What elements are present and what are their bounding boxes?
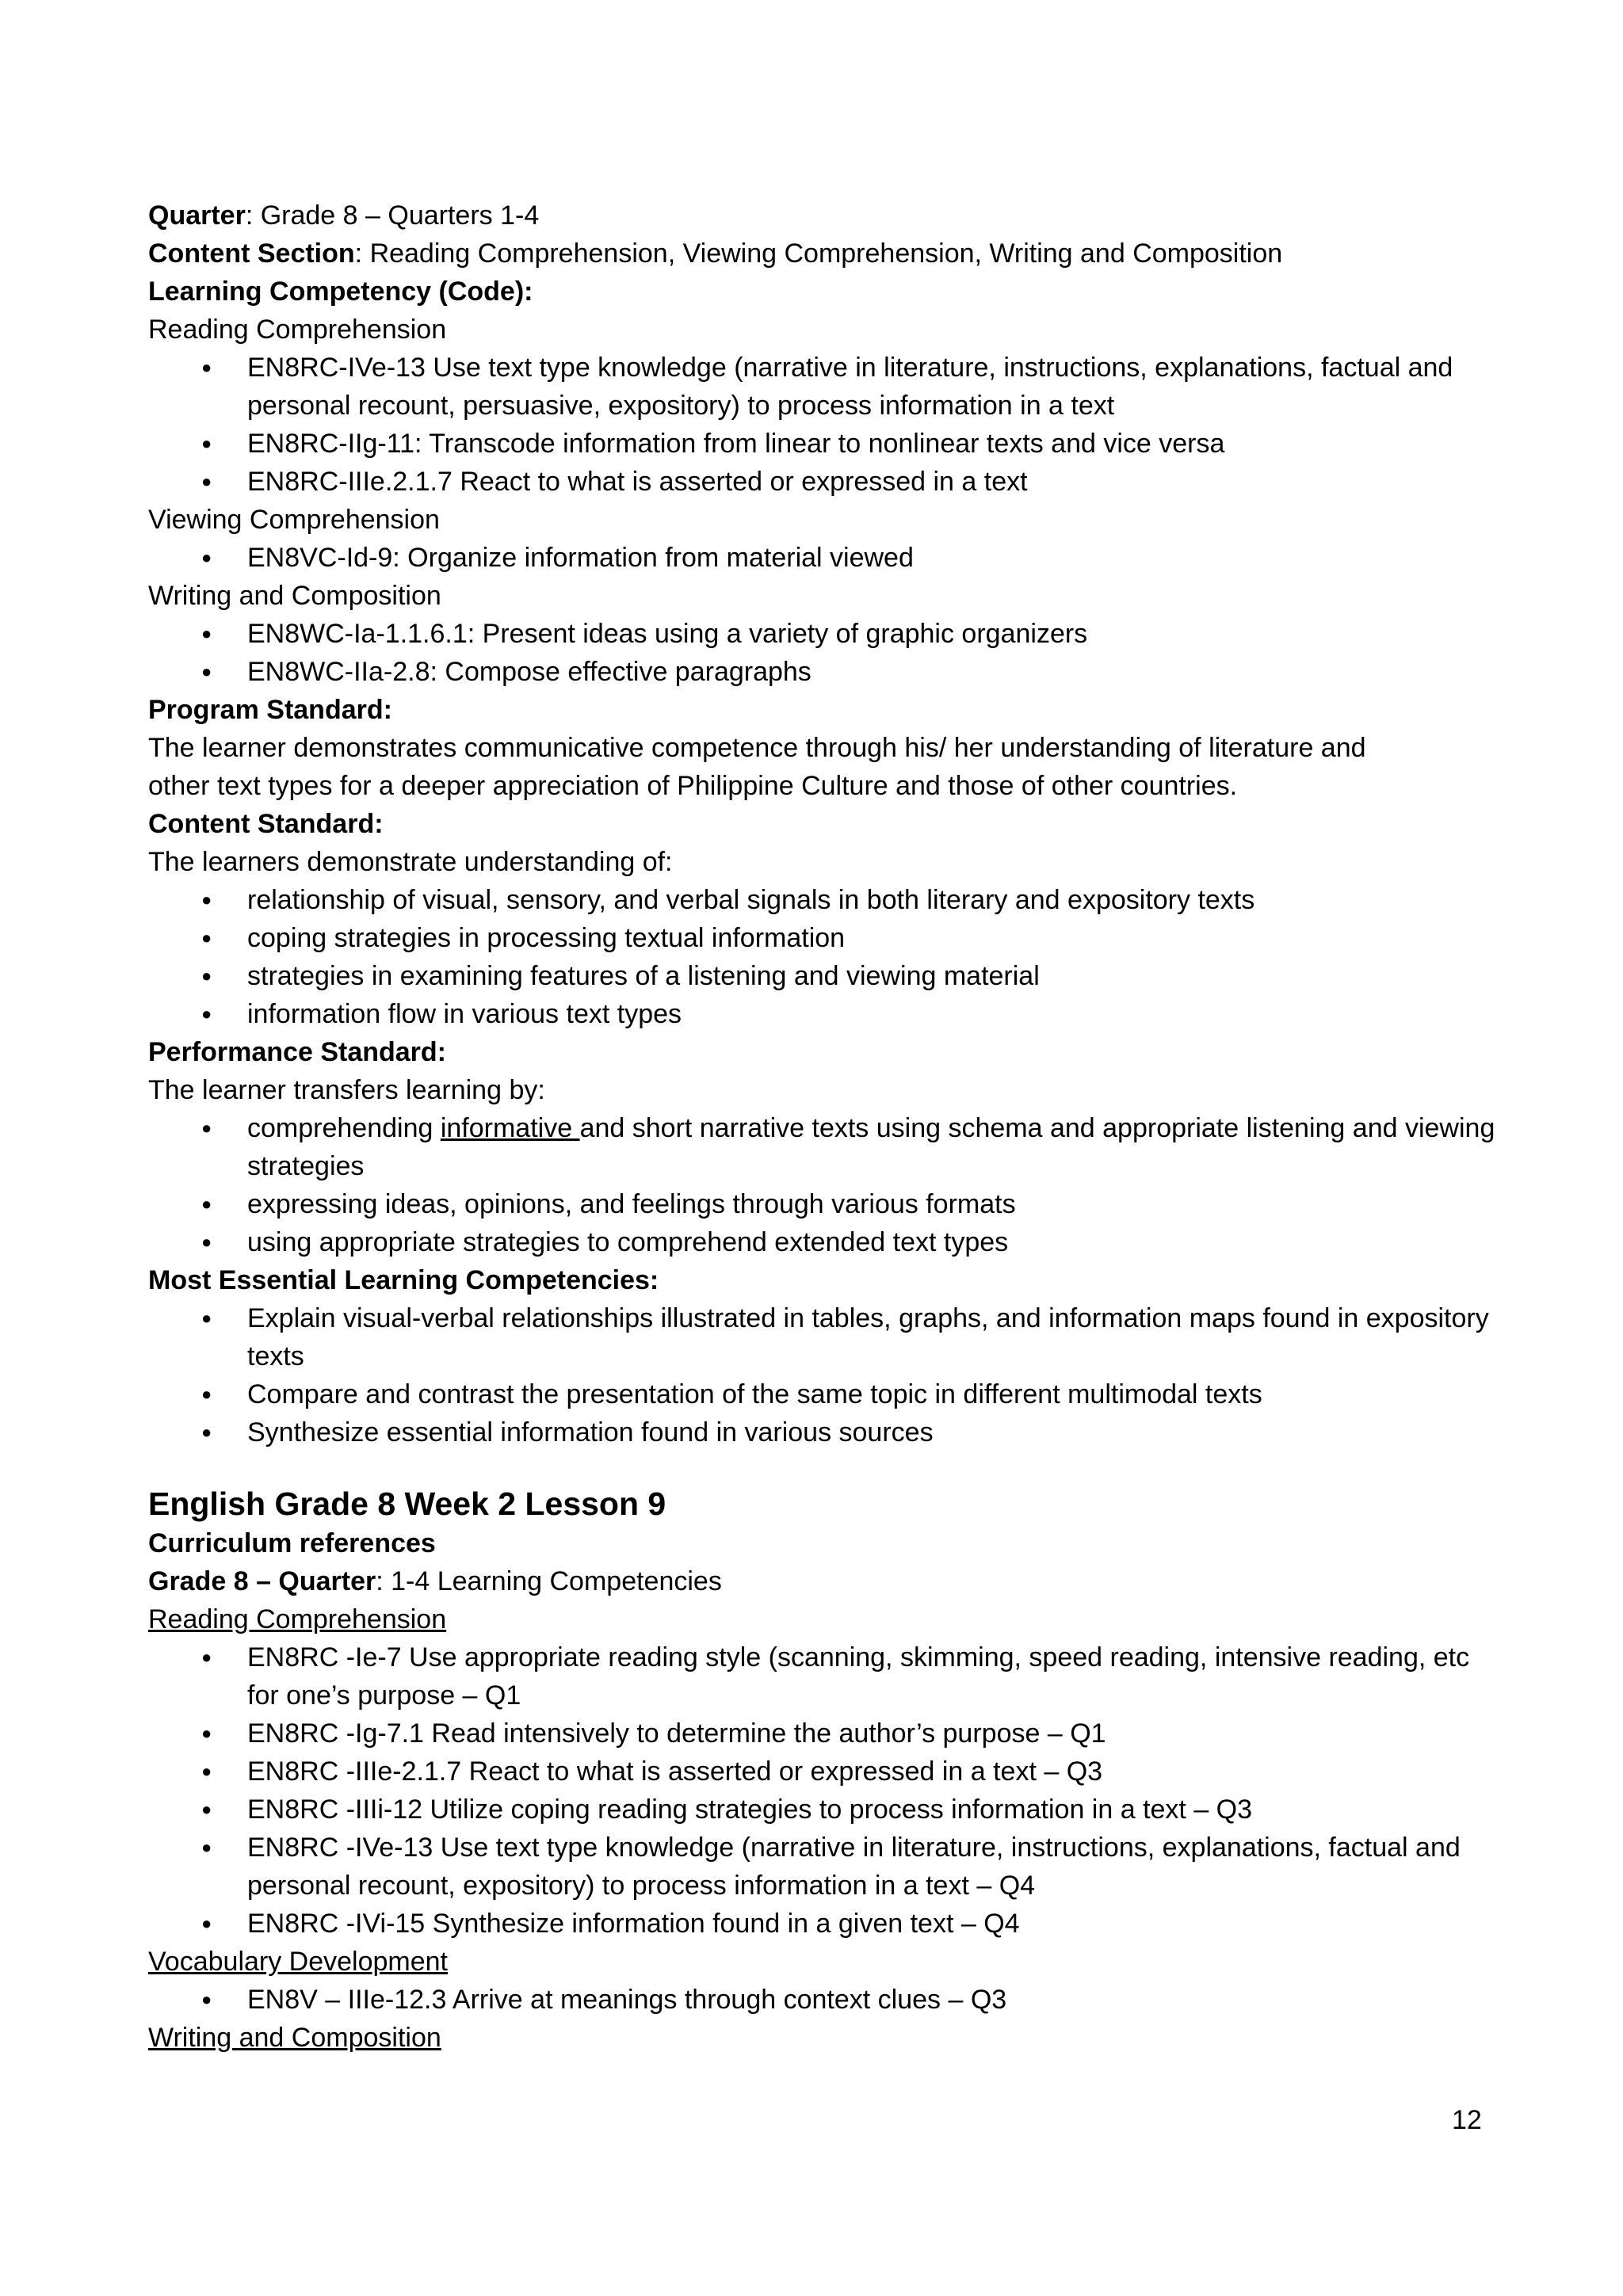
melc-list — [148, 1299, 1495, 1451]
vocabulary-development-list — [148, 1981, 1495, 2019]
program-standard-text-2: other text types for a deeper appreciation of Philippine Culture and those of other countries. — [148, 771, 1238, 801]
melc-heading: Most Essential Learning Competencies: — [148, 1265, 659, 1295]
item-text: and short narrative texts using schema and appropriate listening and viewing strategies — [247, 1113, 1495, 1181]
writing-composition-title: Writing and Composition — [148, 581, 441, 611]
list-item: ● EN8WC-Ia-1.1.6.1: Present ideas using a variety of graphic organizers — [247, 615, 1495, 653]
content-standard-intro: The learners demonstrate understanding of: — [148, 847, 673, 877]
content-standard-list — [148, 881, 1495, 1033]
list-item: ● relationship of visual, sensory, and verbal signals in both literary and expository texts — [247, 881, 1495, 919]
list-item: ● Synthesize essential information found in various sources — [247, 1413, 1495, 1451]
list-item: ● EN8RC -IIIe-2.1.7 React to what is asserted or expressed in a text – Q3 — [247, 1753, 1495, 1791]
writing-composition-list — [148, 615, 1495, 691]
content-section-label: Content Section — [148, 238, 355, 269]
list-item: ● EN8VC-Id-9: Organize information from material viewed — [247, 539, 1495, 577]
page-number: 12 — [1452, 2105, 1482, 2135]
writing-composition-2-title: Writing and Composition — [148, 2023, 441, 2053]
list-item: ● EN8RC -IIIi-12 Utilize coping reading strategies to process information in a text – Q3 — [247, 1791, 1495, 1829]
reading-comprehension-2-title: Reading Comprehension — [148, 1604, 447, 1634]
list-item: ● EN8RC -IVi-15 Synthesize information found in a given text – Q4 — [247, 1905, 1495, 1943]
list-item: ● EN8RC -Ig-7.1 Read intensively to determine the author’s purpose – Q1 — [247, 1714, 1495, 1753]
content-section-value: : Reading Comprehension, Viewing Comprehension, Writing and Composition — [354, 238, 1283, 269]
viewing-comprehension-list — [148, 539, 1495, 577]
viewing-comprehension-title: Viewing Comprehension — [148, 505, 440, 535]
grade-quarter-value: : 1-4 Learning Competencies — [376, 1566, 722, 1596]
list-item: ● EN8WC-IIa-2.8: Compose effective paragraphs — [247, 653, 1495, 691]
list-item: ● coping strategies in processing textual information — [247, 919, 1495, 957]
program-standard-heading: Program Standard: — [148, 695, 392, 725]
performance-standard-list — [148, 1109, 1495, 1261]
list-item: ● EN8RC-IVe-13 Use text type knowledge (narrative in literature, instructions, explanations, factual and personal recount, persuasive, expository) to process information in a text — [247, 349, 1495, 425]
list-item: ● expressing ideas, opinions, and feelings through various formats — [247, 1185, 1495, 1223]
list-item: ● using appropriate strategies to comprehend extended text types — [247, 1223, 1495, 1261]
quarter-line — [148, 196, 1495, 235]
lesson-title: English Grade 8 Week 2 Lesson 9 — [148, 1486, 666, 1522]
list-item: ● EN8V – IIIe-12.3 Arrive at meanings through context clues – Q3 — [247, 1981, 1495, 2019]
underlined-word: informative — [440, 1113, 580, 1143]
reading-comprehension-title: Reading Comprehension — [148, 315, 447, 345]
list-item: ● strategies in examining features of a listening and viewing material — [247, 957, 1495, 995]
reading-comprehension-2-list — [148, 1638, 1495, 1943]
item-text: comprehending — [247, 1113, 441, 1143]
grade-quarter-label: Grade 8 – Quarter — [148, 1566, 376, 1596]
list-item — [247, 1109, 1495, 1185]
quarter-value: : Grade 8 – Quarters 1-4 — [245, 200, 540, 231]
reading-comprehension-list — [148, 349, 1495, 501]
content-standard-heading: Content Standard: — [148, 809, 384, 839]
program-standard-text-1: The learner demonstrates communicative competence through his/ her understanding of literature and — [148, 733, 1366, 763]
list-item: ● EN8RC -IVe-13 Use text type knowledge (narrative in literature, instructions, explanations, factual and personal recount, expository) to process information in a text – Q4 — [247, 1829, 1495, 1905]
list-item: ● Compare and contrast the presentation of the same topic in different multimodal texts — [247, 1375, 1495, 1413]
page-content — [148, 196, 1495, 2057]
grade-quarter-line — [148, 1562, 1495, 1600]
vocabulary-development-title: Vocabulary Development — [148, 1947, 449, 1977]
learning-competency-heading: Learning Competency (Code): — [148, 277, 533, 307]
list-item: ● EN8RC-IIg-11: Transcode information from linear to nonlinear texts and vice versa — [247, 425, 1495, 463]
list-item: ● information flow in various text types — [247, 995, 1495, 1033]
list-item: ● EN8RC-IIIe.2.1.7 React to what is asserted or expressed in a text — [247, 463, 1495, 501]
list-item: ● EN8RC -Ie-7 Use appropriate reading style (scanning, skimming, speed reading, intensive reading, etc for one’s purpose – Q1 — [247, 1638, 1495, 1714]
quarter-label: Quarter — [148, 200, 246, 231]
list-item: ● Explain visual-verbal relationships illustrated in tables, graphs, and information maps found in expository texts — [247, 1299, 1495, 1375]
performance-standard-heading: Performance Standard: — [148, 1037, 446, 1067]
performance-standard-intro: The learner transfers learning by: — [148, 1075, 545, 1105]
curriculum-references-heading: Curriculum references — [148, 1528, 436, 1558]
content-section-line — [148, 235, 1495, 273]
